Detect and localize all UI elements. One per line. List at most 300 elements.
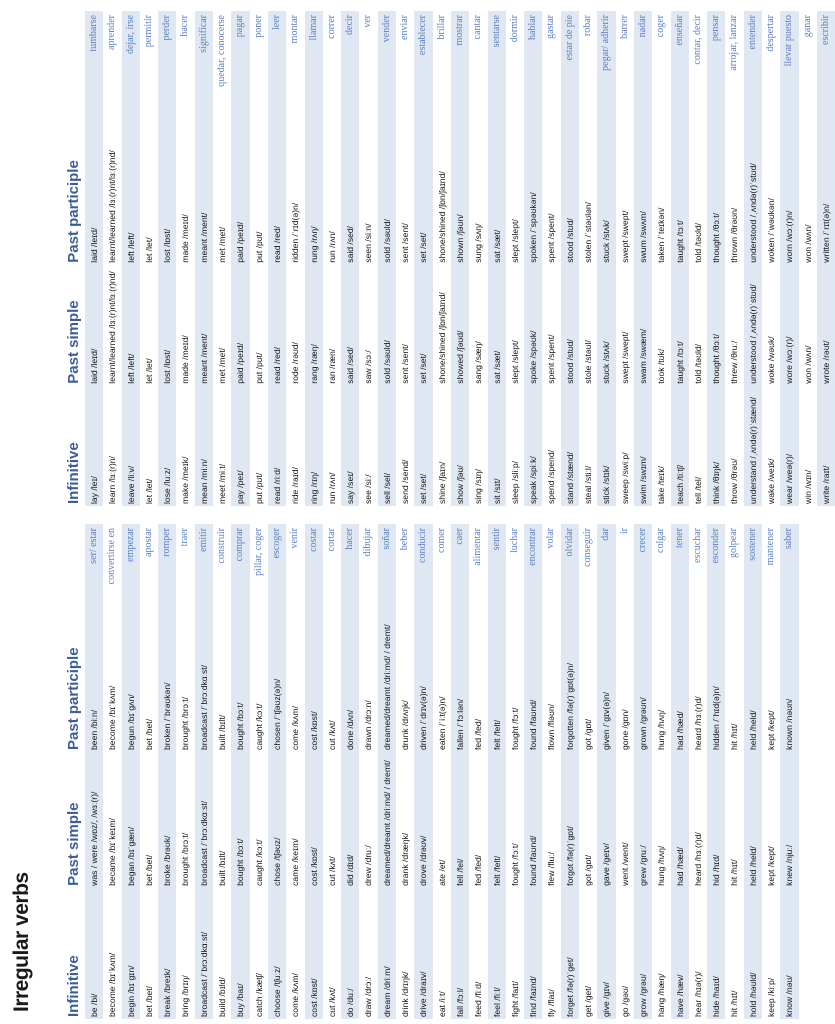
cell-translation: llamar <box>305 11 323 126</box>
cell-past-simple: fed /fed/ <box>469 752 487 888</box>
table-row <box>433 524 451 1019</box>
cell-past-participle: put /pʊt/ <box>250 126 268 264</box>
cell-past-simple: said /sed/ <box>341 265 359 386</box>
cell-infinitive: ring /rɪŋ/ <box>305 386 323 506</box>
cell-translation: nadar <box>634 11 652 126</box>
cell-infinitive: bet /bet/ <box>140 888 158 1019</box>
cell-past-participle: meant /ment/ <box>195 126 213 264</box>
table-row <box>561 524 579 1019</box>
cell-past-participle: got /gɒt/ <box>579 620 597 751</box>
cell-past-simple: told /təʊld/ <box>689 265 707 386</box>
table-row <box>359 11 377 506</box>
table-row <box>542 11 560 506</box>
table-row <box>671 11 689 506</box>
cell-past-simple: went /went/ <box>616 752 634 888</box>
cell-translation: saber <box>780 524 798 620</box>
cell-infinitive: hide /haɪd/ <box>707 888 725 1019</box>
cell-infinitive: mean /miːn/ <box>195 386 213 506</box>
table-row <box>634 11 652 506</box>
cell-past-participle: drunk /drʌŋk/ <box>396 620 414 751</box>
cell-translation: beber <box>396 524 414 620</box>
cell-past-simple: built /bɪlt/ <box>213 752 231 888</box>
cell-translation: ser/ estar <box>85 524 103 620</box>
cell-past-participle: chosen /ˈtʃəʊz(ə)n/ <box>268 620 286 751</box>
cell-past-simple: bought /bɔːt/ <box>231 752 249 888</box>
cell-infinitive: become /bɪˈkʌm/ <box>103 888 121 1019</box>
cell-past-simple: had /hæd/ <box>671 752 689 888</box>
cell-past-participle: cut /kʌt/ <box>323 620 341 751</box>
cell-translation: pillar, coger <box>250 524 268 620</box>
cell-past-participle: ridden /ˈrɪd(ə)n/ <box>286 126 304 264</box>
cell-translation: gastar <box>542 11 560 126</box>
cell-infinitive: sing /sɪŋ/ <box>469 386 487 506</box>
cell-past-simple: sent /sent/ <box>396 265 414 386</box>
table-row <box>616 524 634 1019</box>
cell-infinitive: say /seɪ/ <box>341 386 359 506</box>
cell-infinitive: sit /sɪt/ <box>488 386 506 506</box>
cell-past-simple: stood /stʊd/ <box>561 265 579 386</box>
cell-past-simple: grew /gruː/ <box>634 752 652 888</box>
cell-past-simple: made /meɪd/ <box>176 265 194 386</box>
cell-past-simple: saw /sɔː/ <box>359 265 377 386</box>
cell-infinitive: begin /bɪˈgɪn/ <box>122 888 140 1019</box>
cell-infinitive: stand /stænd/ <box>561 386 579 506</box>
cell-translation: despertar <box>762 11 780 126</box>
cell-past-participle: kept /kept/ <box>762 620 780 751</box>
cell-past-participle: forgotten /fə(r)ˈgɒt(ə)n/ <box>561 620 579 751</box>
cell-infinitive: win /wɪn/ <box>799 386 817 506</box>
cell-past-simple: drew /druː/ <box>359 752 377 888</box>
cell-infinitive: choose /tʃuːz/ <box>268 888 286 1019</box>
cell-past-participle: bet /bet/ <box>140 620 158 751</box>
cell-translation: sostener <box>744 524 762 620</box>
cell-past-simple: got /gɒt/ <box>579 752 597 888</box>
cell-past-simple: felt /felt/ <box>488 752 506 888</box>
cell-translation: romper <box>158 524 176 620</box>
cell-past-simple: put /pʊt/ <box>250 265 268 386</box>
table-row <box>451 524 469 1019</box>
table-row <box>268 11 286 506</box>
header-translation <box>56 11 85 126</box>
cell-past-simple: came /keɪm/ <box>286 752 304 888</box>
cell-past-participle: slept /slept/ <box>506 126 524 264</box>
cell-infinitive: pay /peɪ/ <box>231 386 249 506</box>
cell-translation: comprar <box>231 524 249 620</box>
cell-past-participle: fallen /ˈfɔːlən/ <box>451 620 469 751</box>
cell-infinitive: go /gəʊ/ <box>616 888 634 1019</box>
cell-infinitive: drive /draɪv/ <box>414 888 432 1019</box>
cell-past-participle: told /təʊld/ <box>689 126 707 264</box>
header-past-simple: Past simple <box>65 802 82 886</box>
cell-infinitive: see /siː/ <box>359 386 377 506</box>
table-row <box>451 11 469 506</box>
cell-translation: dormir <box>506 11 524 126</box>
cell-past-participle: become /bɪˈkʌm/ <box>103 620 121 751</box>
table-header-row <box>56 11 85 506</box>
cell-infinitive: draw /drɔː/ <box>359 888 377 1019</box>
cell-translation: apostar <box>140 524 158 620</box>
cell-infinitive: do /duː/ <box>341 888 359 1019</box>
cell-past-participle: taught /tɔːt/ <box>671 126 689 264</box>
cell-past-simple: won /wʌn/ <box>799 265 817 386</box>
table-row <box>195 11 213 506</box>
cell-infinitive: think /θɪŋk/ <box>707 386 725 506</box>
cell-infinitive: throw /θrəʊ/ <box>725 386 743 506</box>
table-row <box>689 11 707 506</box>
cell-past-participle: grown /grəʊn/ <box>634 620 652 751</box>
cell-past-participle: hidden /ˈhɪd(ə)n/ <box>707 620 725 751</box>
cell-infinitive: sweep /swiːp/ <box>616 386 634 506</box>
table-row <box>250 524 268 1019</box>
cell-translation: vender <box>378 11 396 126</box>
cell-infinitive: ride /raɪd/ <box>286 386 304 506</box>
cell-past-simple: took /tʊk/ <box>652 265 670 386</box>
cell-past-participle: let /let/ <box>140 126 158 264</box>
cell-infinitive: send /send/ <box>396 386 414 506</box>
table-row <box>286 11 304 506</box>
cell-past-participle: drawn /drɔːn/ <box>359 620 377 751</box>
table-row <box>103 524 121 1019</box>
cell-infinitive: keep /kiːp/ <box>762 888 780 1019</box>
cell-infinitive: fly /flaɪ/ <box>542 888 560 1019</box>
cell-translation: conducir <box>414 524 432 620</box>
cell-translation: contar, decir <box>689 11 707 126</box>
cell-past-participle: spoken /ˈspəʊkən/ <box>524 126 542 264</box>
cell-past-simple: stole /stəʊl/ <box>579 265 597 386</box>
table-row <box>652 11 670 506</box>
cell-infinitive: meet /miːt/ <box>213 386 231 506</box>
cell-translation: luchar <box>506 524 524 620</box>
cell-translation: venir <box>286 524 304 620</box>
table-row <box>231 524 249 1019</box>
cell-translation: emitir <box>195 524 213 620</box>
cell-past-simple: dreamed/dreamt /driːmd/ / dremt/ <box>378 752 396 888</box>
cell-translation: escribir <box>817 11 835 126</box>
cell-past-simple: ran /ræn/ <box>323 265 341 386</box>
table-row <box>597 11 615 506</box>
cell-infinitive: feel /fiːl/ <box>488 888 506 1019</box>
cell-past-participle: stolen /ˈstəʊlən/ <box>579 126 597 264</box>
table-row <box>213 524 231 1019</box>
table-row <box>817 11 835 506</box>
cell-past-participle: heard /hɜː(r)d/ <box>689 620 707 751</box>
cell-infinitive: buy /baɪ/ <box>231 888 249 1019</box>
cell-infinitive: wake /weɪk/ <box>762 386 780 506</box>
cell-past-simple: shone/shined /ʃɒn/ʃaɪnd/ <box>433 265 451 386</box>
cell-past-simple: showed /ʃəʊd/ <box>451 265 469 386</box>
cell-translation: brillar <box>433 11 451 126</box>
table-row <box>634 524 652 1019</box>
cell-past-participle: won /wʌn/ <box>799 126 817 264</box>
cell-translation: comer <box>433 524 451 620</box>
cell-past-participle: built /bɪlt/ <box>213 620 231 751</box>
cell-past-participle: thought /θɔːt/ <box>707 126 725 264</box>
table-row <box>176 524 194 1019</box>
cell-past-participle: run /rʌn/ <box>323 126 341 264</box>
cell-past-simple: spent /spent/ <box>542 265 560 386</box>
cell-past-participle: shown /ʃəʊn/ <box>451 126 469 264</box>
cell-past-simple: began /bɪˈgæn/ <box>122 752 140 888</box>
table-row <box>305 11 323 506</box>
table-row <box>597 524 615 1019</box>
cell-translation: empezar <box>122 524 140 620</box>
cell-translation: quedar, conocerse <box>213 11 231 126</box>
cell-translation: poner <box>250 11 268 126</box>
table-row <box>305 524 323 1019</box>
cell-translation: cantar <box>469 11 487 126</box>
cell-translation: escoger <box>268 524 286 620</box>
cell-translation: mantener <box>762 524 780 620</box>
cell-past-participle: brought /brɔːt/ <box>176 620 194 751</box>
cell-infinitive: stick /stɪk/ <box>597 386 615 506</box>
cell-past-simple: learnt/learned /lɜː(r)nt/lɜː(r)nd/ <box>103 265 121 386</box>
cell-past-simple: swam /swæm/ <box>634 265 652 386</box>
cell-past-simple: held /held/ <box>744 752 762 888</box>
cell-translation: encontrar <box>524 524 542 620</box>
cell-translation: mostrar <box>451 11 469 126</box>
cell-past-simple: fought /fɔːt/ <box>506 752 524 888</box>
cell-translation: cortar <box>323 524 341 620</box>
cell-past-participle: hung /hʌŋ/ <box>652 620 670 751</box>
cell-translation: golpear <box>725 524 743 620</box>
cell-infinitive: learn /lɜː(r)n/ <box>103 386 121 506</box>
table-row <box>762 524 780 1019</box>
cell-past-participle: felt /felt/ <box>488 620 506 751</box>
cell-translation: volar <box>542 524 560 620</box>
cell-infinitive: cut /kʌt/ <box>323 888 341 1019</box>
cell-past-participle: found /faʊnd/ <box>524 620 542 751</box>
cell-past-simple: rang /ræŋ/ <box>305 265 323 386</box>
cell-past-participle: fought /fɔːt/ <box>506 620 524 751</box>
cell-past-participle: learnt/learned /lɜː(r)nt/lɜː(r)nd/ <box>103 126 121 264</box>
cell-infinitive: grow /grəʊ/ <box>634 888 652 1019</box>
cell-translation: ir <box>616 524 634 620</box>
cell-past-participle: rung /rʌŋ/ <box>305 126 323 264</box>
table-row <box>469 11 487 506</box>
cell-infinitive: make /meɪk/ <box>176 386 194 506</box>
cell-past-simple: let /let/ <box>140 265 158 386</box>
cell-past-participle: read /red/ <box>268 126 286 264</box>
table-row <box>524 11 542 506</box>
cell-infinitive: broadcast /ˈbrɔːdkɑːst/ <box>195 888 213 1019</box>
cell-past-simple: brought /brɔːt/ <box>176 752 194 888</box>
cell-past-simple: chose /tʃəʊz/ <box>268 752 286 888</box>
cell-past-participle: held /held/ <box>744 620 762 751</box>
cell-infinitive: lay /leɪ/ <box>85 386 103 506</box>
cell-past-simple: swept /swept/ <box>616 265 634 386</box>
cell-past-simple: wore /wɔː(r)/ <box>780 265 798 386</box>
cell-past-participle: gone /gɒn/ <box>616 620 634 751</box>
cell-infinitive: fight /faɪt/ <box>506 888 524 1019</box>
cell-past-simple: read /red/ <box>268 265 286 386</box>
cell-past-participle: begun /bɪˈgʌn/ <box>122 620 140 751</box>
table-row <box>286 524 304 1019</box>
header-infinitive: Infinitive <box>65 955 82 1017</box>
table-row <box>213 11 231 506</box>
cell-past-simple: left /left/ <box>122 265 140 386</box>
table-row <box>341 524 359 1019</box>
cell-translation: alimentar <box>469 524 487 620</box>
table-row <box>780 524 798 1019</box>
header-past-participle: Past participle <box>65 160 82 263</box>
cell-translation: pegar/ adherir <box>597 11 615 126</box>
cell-infinitive: steal /stiːl/ <box>579 386 597 506</box>
cell-infinitive: leave /liːv/ <box>122 386 140 506</box>
cell-past-simple: understood /ˌʌndə(r)ˈstʊd/ <box>744 265 762 386</box>
cell-translation: montar <box>286 11 304 126</box>
cell-infinitive: show /ʃəʊ/ <box>451 386 469 506</box>
cell-past-simple: cut /kʌt/ <box>323 752 341 888</box>
cell-past-participle: come /kʌm/ <box>286 620 304 751</box>
cell-infinitive: be /bi/ <box>85 888 103 1019</box>
table-row <box>780 11 798 506</box>
cell-past-simple: stuck /stʌk/ <box>597 265 615 386</box>
cell-past-simple: paid /peɪd/ <box>231 265 249 386</box>
cell-translation: barrer <box>616 11 634 126</box>
table-row <box>707 524 725 1019</box>
cell-past-participle: stuck /stʌk/ <box>597 126 615 264</box>
cell-past-simple: broadcast /ˈbrɔːdkɑːst/ <box>195 752 213 888</box>
cell-past-simple: forgot /fə(r)ˈgɒt/ <box>561 752 579 888</box>
cell-past-simple: spoke /spəʊk/ <box>524 265 542 386</box>
cell-translation: dibujar <box>359 524 377 620</box>
cell-infinitive: wear /weə(r)/ <box>780 386 798 506</box>
cell-past-participle: sold /səʊld/ <box>378 126 396 264</box>
table-row <box>195 524 213 1019</box>
cell-translation: conseguir <box>579 524 597 620</box>
cell-infinitive: hold /həʊld/ <box>744 888 762 1019</box>
cell-past-participle: shone/shined /ʃɒn/ʃaɪnd/ <box>433 126 451 264</box>
cell-past-participle: been /biːn/ <box>85 620 103 751</box>
cell-past-simple: sold /səʊld/ <box>378 265 396 386</box>
table-row <box>396 524 414 1019</box>
verbs-table-left-body <box>85 524 799 1019</box>
table-row <box>140 11 158 506</box>
header-translation <box>56 524 85 620</box>
cell-infinitive: read /riːd/ <box>268 386 286 506</box>
cell-past-participle: done /dʌn/ <box>341 620 359 751</box>
cell-past-simple: threw /θruː/ <box>725 265 743 386</box>
cell-past-participle: eaten /ˈiːt(ə)n/ <box>433 620 451 751</box>
cell-past-simple: lost /lɒst/ <box>158 265 176 386</box>
cell-translation: sentir <box>488 524 506 620</box>
cell-past-participle: worn /wɔː(r)n/ <box>780 126 798 264</box>
cell-past-simple: woke /wəʊk/ <box>762 265 780 386</box>
cell-translation: coger <box>652 11 670 126</box>
cell-past-simple: bet /bet/ <box>140 752 158 888</box>
cell-translation: escuchar <box>689 524 707 620</box>
cell-infinitive: know /nəʊ/ <box>780 888 798 1019</box>
cell-translation: hacer <box>341 524 359 620</box>
cell-infinitive: sell /sel/ <box>378 386 396 506</box>
cell-translation: aprender <box>103 11 121 126</box>
table-row <box>378 11 396 506</box>
cell-past-participle: sent /sent/ <box>396 126 414 264</box>
cell-translation: arrojar, lanzar <box>725 11 743 126</box>
cell-past-participle: seen /siːn/ <box>359 126 377 264</box>
cell-past-simple: hid /hɪd/ <box>707 752 725 888</box>
cell-infinitive: tell /tel/ <box>689 386 707 506</box>
cell-past-participle: taken /ˈteɪkən/ <box>652 126 670 264</box>
cell-translation: traer <box>176 524 194 620</box>
cell-past-participle: set /set/ <box>414 126 432 264</box>
table-row <box>359 524 377 1019</box>
cell-infinitive: have /hæv/ <box>671 888 689 1019</box>
table-row <box>268 524 286 1019</box>
cell-infinitive: cost /kɒst/ <box>305 888 323 1019</box>
verbs-table-right-body <box>85 11 835 506</box>
table-row <box>579 524 597 1019</box>
cell-infinitive: build /bɪld/ <box>213 888 231 1019</box>
cell-translation: enseñar <box>671 11 689 126</box>
cell-infinitive: fall /fɔːl/ <box>451 888 469 1019</box>
table-row <box>433 11 451 506</box>
cell-translation: leer <box>268 11 286 126</box>
table-row <box>524 524 542 1019</box>
cell-past-simple: met /met/ <box>213 265 231 386</box>
cell-translation: perder <box>158 11 176 126</box>
cell-past-participle: broken /ˈbrəʊkən/ <box>158 620 176 751</box>
cell-past-simple: cost /kɒst/ <box>305 752 323 888</box>
cell-past-participle: thrown /θrəʊn/ <box>725 126 743 264</box>
cell-translation: llevar puesto <box>780 11 798 126</box>
cell-past-simple: was / were /wɒz/, /wɜː(r)/ <box>85 752 103 888</box>
cell-past-simple: rode /rəʊd/ <box>286 265 304 386</box>
cell-translation: tener <box>671 524 689 620</box>
cell-past-participle: laid /leɪd/ <box>85 126 103 264</box>
cell-past-participle: had /hæd/ <box>671 620 689 751</box>
table-row <box>707 11 725 506</box>
table-row <box>176 11 194 506</box>
table-row <box>122 524 140 1019</box>
cell-infinitive: forget /fə(r)ˈget/ <box>561 888 579 1019</box>
cell-translation: soñar <box>378 524 396 620</box>
cell-infinitive: hit /hɪt/ <box>725 888 743 1019</box>
cell-translation: significar <box>195 11 213 126</box>
cell-past-simple: kept /kept/ <box>762 752 780 888</box>
cell-infinitive: get /get/ <box>579 888 597 1019</box>
cell-past-participle: sung /sʌŋ/ <box>469 126 487 264</box>
cell-past-participle: swum /swʌm/ <box>634 126 652 264</box>
cell-infinitive: feed /fiːd/ <box>469 888 487 1019</box>
cell-infinitive: understand /ˌʌndə(r)ˈstænd/ <box>744 386 762 506</box>
table-row <box>469 524 487 1019</box>
verbs-table-left <box>56 524 799 1019</box>
cell-infinitive: dream /driːm/ <box>378 888 396 1019</box>
cell-translation: convertirse en <box>103 524 121 620</box>
cell-past-participle: fed /fed/ <box>469 620 487 751</box>
cell-past-simple: did /dɪd/ <box>341 752 359 888</box>
cell-translation: dar <box>597 524 615 620</box>
cell-infinitive: catch /kætʃ/ <box>250 888 268 1019</box>
cell-past-participle: given /ˈgɪv(ə)n/ <box>597 620 615 751</box>
cell-past-simple: flew /fluː/ <box>542 752 560 888</box>
cell-translation: correr <box>323 11 341 126</box>
cell-infinitive: let /let/ <box>140 386 158 506</box>
cell-translation: olvidar <box>561 524 579 620</box>
table-row <box>158 524 176 1019</box>
cell-past-participle: sat /sæt/ <box>488 126 506 264</box>
cell-past-simple: laid /leɪd/ <box>85 265 103 386</box>
cell-past-simple: caught /kɔːt/ <box>250 752 268 888</box>
cell-past-simple: gave /geɪv/ <box>597 752 615 888</box>
cell-past-simple: thought /θɔːt/ <box>707 265 725 386</box>
cell-past-participle: written /ˈrɪt(ə)n/ <box>817 126 835 264</box>
cell-past-simple: broke /brəʊk/ <box>158 752 176 888</box>
cell-translation: enviar <box>396 11 414 126</box>
table-row <box>488 11 506 506</box>
cell-translation: permitir <box>140 11 158 126</box>
